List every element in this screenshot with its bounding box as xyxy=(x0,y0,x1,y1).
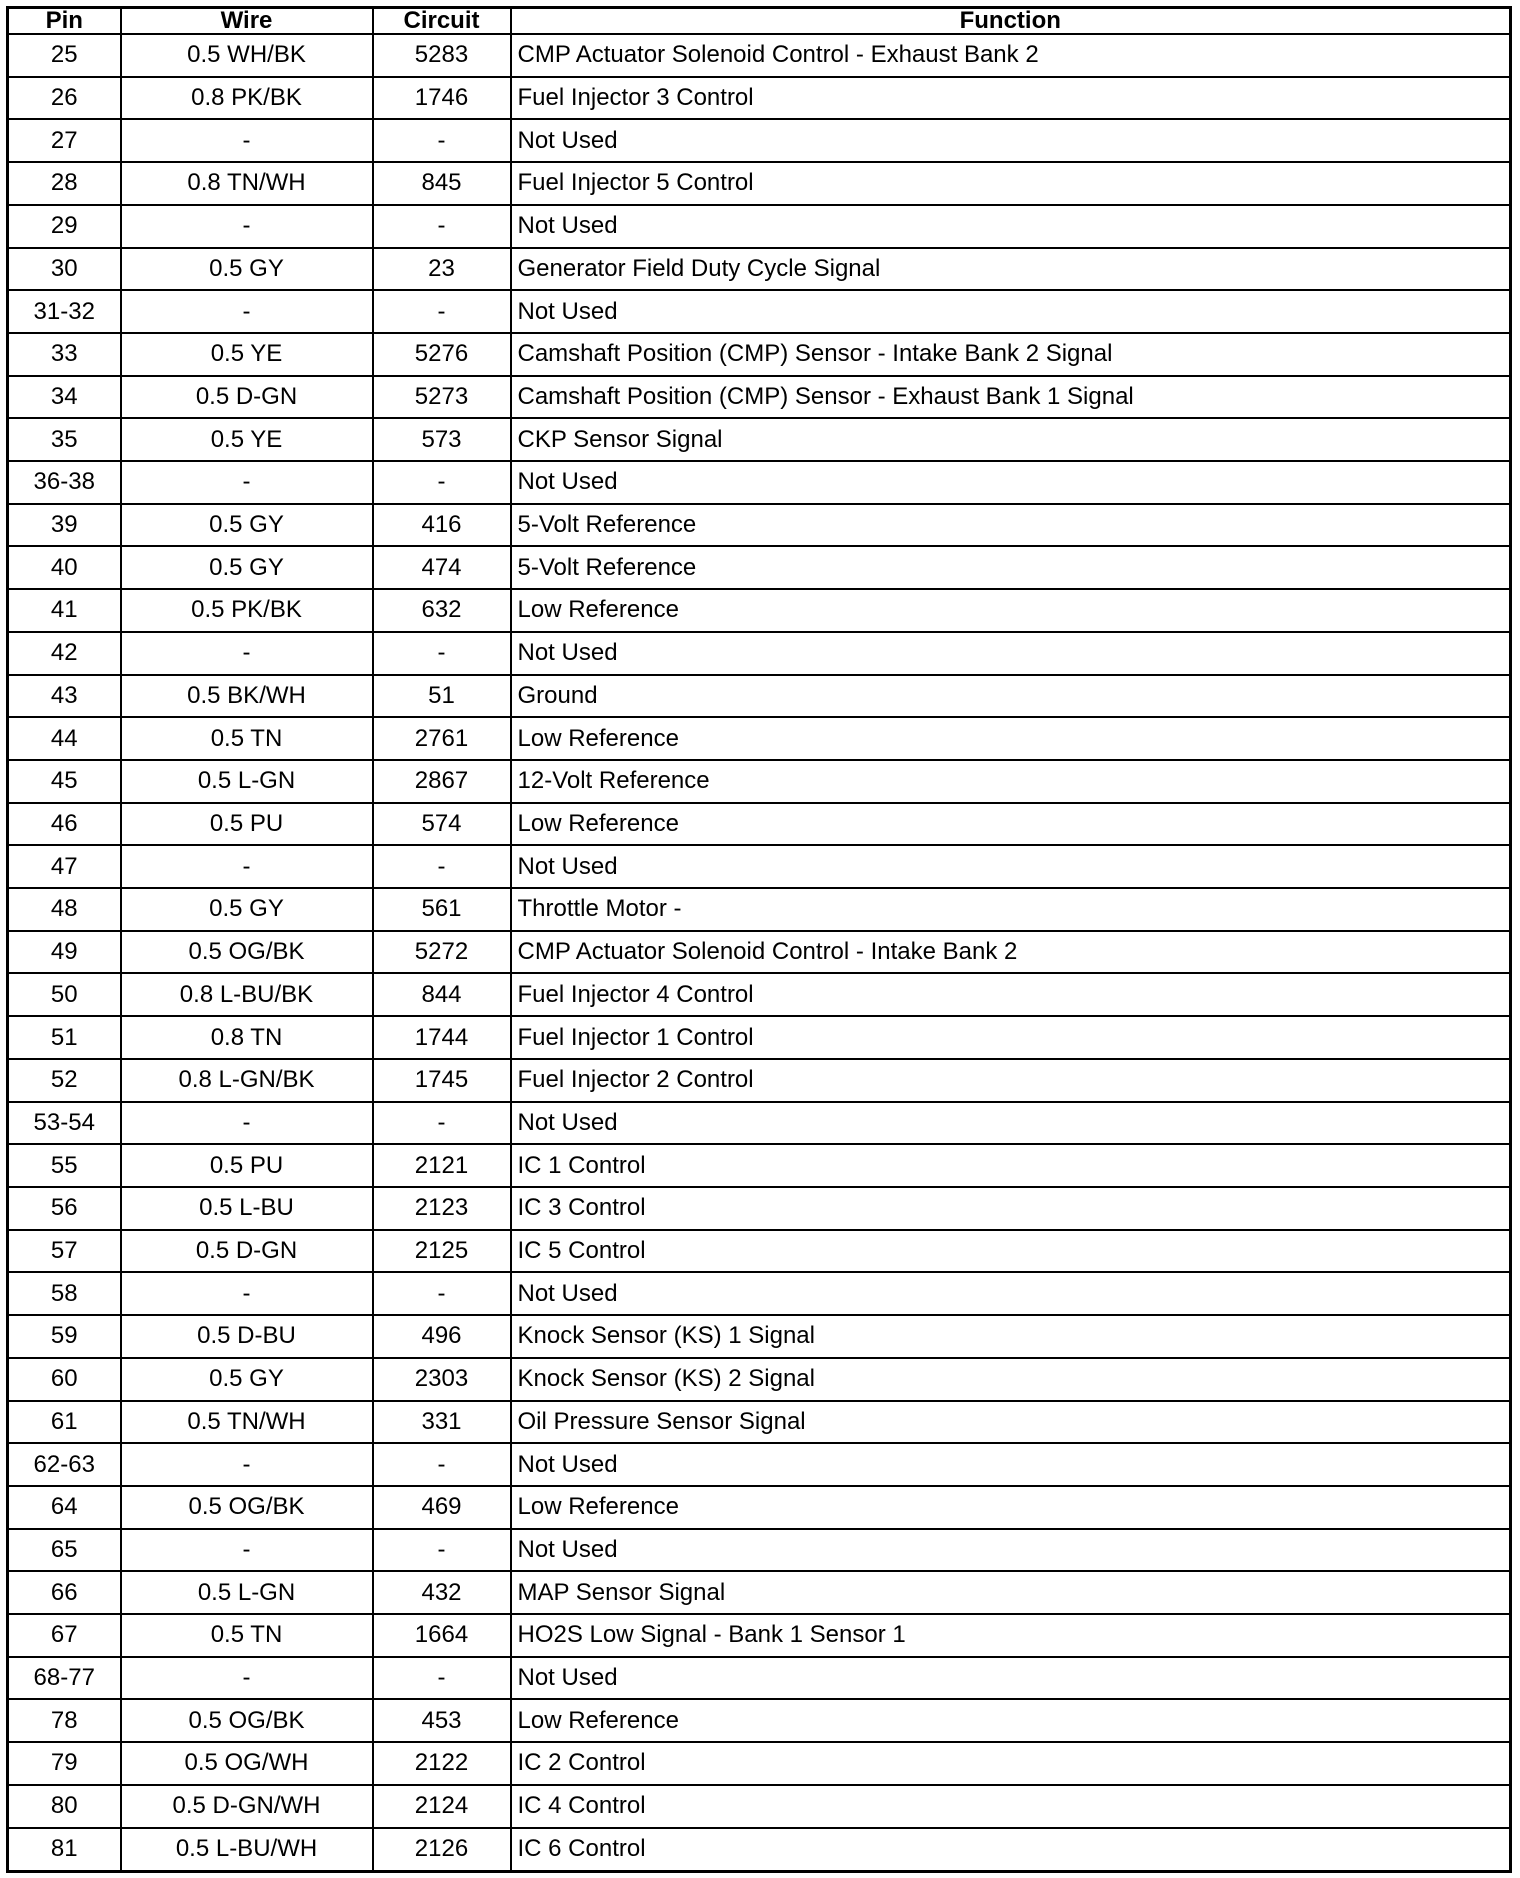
wire-cell: 0.5 D-GN/WH xyxy=(121,1785,373,1828)
table-row xyxy=(8,1315,1511,1358)
pinout-table xyxy=(6,6,1512,1873)
pin-cell: 29 xyxy=(8,205,121,248)
table-row xyxy=(8,760,1511,803)
table-row xyxy=(8,1230,1511,1273)
function-cell: Knock Sensor (KS) 1 Signal xyxy=(511,1315,1511,1358)
pin-cell: 47 xyxy=(8,845,121,888)
pin-cell: 39 xyxy=(8,504,121,547)
circuit-cell: 2126 xyxy=(373,1828,511,1872)
pin-cell: 66 xyxy=(8,1571,121,1614)
circuit-cell: 1664 xyxy=(373,1614,511,1657)
circuit-cell: 5283 xyxy=(373,34,511,77)
function-cell: Low Reference xyxy=(511,803,1511,846)
function-cell: Fuel Injector 4 Control xyxy=(511,973,1511,1016)
wire-cell: 0.5 YE xyxy=(121,333,373,376)
pin-cell: 52 xyxy=(8,1059,121,1102)
pin-cell: 68-77 xyxy=(8,1657,121,1700)
wire-cell: 0.5 PU xyxy=(121,1144,373,1187)
table-row xyxy=(8,1828,1511,1872)
wire-cell: - xyxy=(121,632,373,675)
table-row xyxy=(8,888,1511,931)
wire-cell: 0.5 GY xyxy=(121,546,373,589)
pin-cell: 61 xyxy=(8,1401,121,1444)
pin-cell: 40 xyxy=(8,546,121,589)
table-row xyxy=(8,290,1511,333)
circuit-cell: 573 xyxy=(373,418,511,461)
circuit-cell: 1744 xyxy=(373,1016,511,1059)
function-cell: IC 1 Control xyxy=(511,1144,1511,1187)
function-cell: Oil Pressure Sensor Signal xyxy=(511,1401,1511,1444)
pin-cell: 53-54 xyxy=(8,1102,121,1145)
header-wire: Wire xyxy=(121,8,373,35)
wire-cell: 0.5 PU xyxy=(121,803,373,846)
pin-cell: 36-38 xyxy=(8,461,121,504)
table-row xyxy=(8,717,1511,760)
function-cell: Generator Field Duty Cycle Signal xyxy=(511,248,1511,291)
function-cell: Not Used xyxy=(511,1272,1511,1315)
table-row xyxy=(8,461,1511,504)
circuit-cell: - xyxy=(373,461,511,504)
pin-cell: 80 xyxy=(8,1785,121,1828)
pin-cell: 25 xyxy=(8,34,121,77)
function-cell: IC 6 Control xyxy=(511,1828,1511,1872)
circuit-cell: 2125 xyxy=(373,1230,511,1273)
circuit-cell: 2303 xyxy=(373,1358,511,1401)
function-cell: Fuel Injector 3 Control xyxy=(511,77,1511,120)
table-row xyxy=(8,1144,1511,1187)
pin-cell: 31-32 xyxy=(8,290,121,333)
pin-cell: 48 xyxy=(8,888,121,931)
wire-cell: 0.5 GY xyxy=(121,888,373,931)
function-cell: IC 2 Control xyxy=(511,1742,1511,1785)
pin-cell: 35 xyxy=(8,418,121,461)
table-row xyxy=(8,1102,1511,1145)
function-cell: 5-Volt Reference xyxy=(511,546,1511,589)
circuit-cell: 561 xyxy=(373,888,511,931)
circuit-cell: 51 xyxy=(373,675,511,718)
wire-cell: 0.5 L-BU xyxy=(121,1187,373,1230)
pin-cell: 34 xyxy=(8,376,121,419)
function-cell: 12-Volt Reference xyxy=(511,760,1511,803)
function-cell: Fuel Injector 2 Control xyxy=(511,1059,1511,1102)
pin-cell: 55 xyxy=(8,1144,121,1187)
wire-cell: 0.8 PK/BK xyxy=(121,77,373,120)
pin-cell: 42 xyxy=(8,632,121,675)
pin-cell: 60 xyxy=(8,1358,121,1401)
pin-cell: 46 xyxy=(8,803,121,846)
function-cell: MAP Sensor Signal xyxy=(511,1571,1511,1614)
wire-cell: 0.5 WH/BK xyxy=(121,34,373,77)
function-cell: Low Reference xyxy=(511,1699,1511,1742)
table-row xyxy=(8,1699,1511,1742)
wire-cell: - xyxy=(121,205,373,248)
wire-cell: 0.8 TN xyxy=(121,1016,373,1059)
pin-cell: 64 xyxy=(8,1486,121,1529)
circuit-cell: 5273 xyxy=(373,376,511,419)
circuit-cell: 453 xyxy=(373,1699,511,1742)
pin-cell: 49 xyxy=(8,931,121,974)
circuit-cell: 2122 xyxy=(373,1742,511,1785)
pin-cell: 56 xyxy=(8,1187,121,1230)
table-row xyxy=(8,546,1511,589)
pin-cell: 78 xyxy=(8,1699,121,1742)
table-row xyxy=(8,248,1511,291)
table-row xyxy=(8,1785,1511,1828)
function-cell: Not Used xyxy=(511,1443,1511,1486)
circuit-cell: - xyxy=(373,1272,511,1315)
wire-cell: 0.8 L-GN/BK xyxy=(121,1059,373,1102)
table-row xyxy=(8,931,1511,974)
circuit-cell: 2121 xyxy=(373,1144,511,1187)
circuit-cell: 432 xyxy=(373,1571,511,1614)
circuit-cell: 2761 xyxy=(373,717,511,760)
pin-cell: 50 xyxy=(8,973,121,1016)
wire-cell: 0.5 OG/WH xyxy=(121,1742,373,1785)
circuit-cell: - xyxy=(373,1102,511,1145)
circuit-cell: - xyxy=(373,119,511,162)
function-cell: Fuel Injector 1 Control xyxy=(511,1016,1511,1059)
wire-cell: 0.5 TN xyxy=(121,1614,373,1657)
table-header xyxy=(8,8,1511,35)
wire-cell: 0.5 TN xyxy=(121,717,373,760)
pin-cell: 41 xyxy=(8,589,121,632)
circuit-cell: - xyxy=(373,1657,511,1700)
table-row xyxy=(8,1059,1511,1102)
wire-cell: 0.5 OG/BK xyxy=(121,1699,373,1742)
table-row xyxy=(8,1187,1511,1230)
wire-cell: 0.5 OG/BK xyxy=(121,1486,373,1529)
pin-cell: 81 xyxy=(8,1828,121,1872)
table-row xyxy=(8,675,1511,718)
table-body xyxy=(8,34,1511,1872)
table-row xyxy=(8,376,1511,419)
circuit-cell: 1745 xyxy=(373,1059,511,1102)
function-cell: IC 5 Control xyxy=(511,1230,1511,1273)
table-row xyxy=(8,1272,1511,1315)
table-row xyxy=(8,418,1511,461)
table-row xyxy=(8,77,1511,120)
pin-cell: 33 xyxy=(8,333,121,376)
function-cell: Not Used xyxy=(511,461,1511,504)
wire-cell: 0.5 GY xyxy=(121,504,373,547)
header-function: Function xyxy=(511,8,1511,35)
function-cell: CMP Actuator Solenoid Control - Exhaust Bank 2 xyxy=(511,34,1511,77)
table-row xyxy=(8,1358,1511,1401)
table-row xyxy=(8,1742,1511,1785)
table-row xyxy=(8,333,1511,376)
function-cell: 5-Volt Reference xyxy=(511,504,1511,547)
wire-cell: 0.8 L-BU/BK xyxy=(121,973,373,1016)
wire-cell: 0.5 L-GN xyxy=(121,760,373,803)
circuit-cell: 2124 xyxy=(373,1785,511,1828)
table-row xyxy=(8,1529,1511,1572)
wire-cell: 0.8 TN/WH xyxy=(121,162,373,205)
pin-cell: 58 xyxy=(8,1272,121,1315)
wire-cell: 0.5 YE xyxy=(121,418,373,461)
table-row xyxy=(8,205,1511,248)
wire-cell: 0.5 L-GN xyxy=(121,1571,373,1614)
function-cell: Not Used xyxy=(511,845,1511,888)
wire-cell: 0.5 GY xyxy=(121,1358,373,1401)
circuit-cell: 331 xyxy=(373,1401,511,1444)
function-cell: Fuel Injector 5 Control xyxy=(511,162,1511,205)
circuit-cell: - xyxy=(373,845,511,888)
wire-cell: 0.5 L-BU/WH xyxy=(121,1828,373,1872)
pin-cell: 79 xyxy=(8,1742,121,1785)
circuit-cell: 2123 xyxy=(373,1187,511,1230)
function-cell: Not Used xyxy=(511,205,1511,248)
function-cell: CKP Sensor Signal xyxy=(511,418,1511,461)
table-row xyxy=(8,504,1511,547)
pin-cell: 45 xyxy=(8,760,121,803)
circuit-cell: - xyxy=(373,290,511,333)
table-row xyxy=(8,1401,1511,1444)
wire-cell: - xyxy=(121,1102,373,1145)
pin-cell: 43 xyxy=(8,675,121,718)
function-cell: Knock Sensor (KS) 2 Signal xyxy=(511,1358,1511,1401)
function-cell: Not Used xyxy=(511,1102,1511,1145)
circuit-cell: 2867 xyxy=(373,760,511,803)
wire-cell: - xyxy=(121,119,373,162)
table-row xyxy=(8,845,1511,888)
table-row xyxy=(8,589,1511,632)
circuit-cell: 845 xyxy=(373,162,511,205)
circuit-cell: 844 xyxy=(373,973,511,1016)
function-cell: Not Used xyxy=(511,1657,1511,1700)
wire-cell: - xyxy=(121,1529,373,1572)
pin-cell: 51 xyxy=(8,1016,121,1059)
pin-cell: 44 xyxy=(8,717,121,760)
table-row xyxy=(8,119,1511,162)
wire-cell: - xyxy=(121,461,373,504)
function-cell: Throttle Motor - xyxy=(511,888,1511,931)
wire-cell: 0.5 D-GN xyxy=(121,376,373,419)
pin-cell: 26 xyxy=(8,77,121,120)
circuit-cell: 474 xyxy=(373,546,511,589)
circuit-cell: - xyxy=(373,1443,511,1486)
wire-cell: 0.5 TN/WH xyxy=(121,1401,373,1444)
circuit-cell: 469 xyxy=(373,1486,511,1529)
function-cell: CMP Actuator Solenoid Control - Intake Bank 2 xyxy=(511,931,1511,974)
pin-cell: 28 xyxy=(8,162,121,205)
circuit-cell: 5272 xyxy=(373,931,511,974)
circuit-cell: 1746 xyxy=(373,77,511,120)
wire-cell: - xyxy=(121,1657,373,1700)
function-cell: Low Reference xyxy=(511,717,1511,760)
wire-cell: 0.5 D-GN xyxy=(121,1230,373,1273)
circuit-cell: 5276 xyxy=(373,333,511,376)
function-cell: Camshaft Position (CMP) Sensor - Intake Bank 2 Signal xyxy=(511,333,1511,376)
table-row xyxy=(8,34,1511,77)
table-row xyxy=(8,1657,1511,1700)
function-cell: Low Reference xyxy=(511,1486,1511,1529)
wire-cell: 0.5 OG/BK xyxy=(121,931,373,974)
pin-cell: 30 xyxy=(8,248,121,291)
table-row xyxy=(8,803,1511,846)
table-row xyxy=(8,162,1511,205)
header-circuit: Circuit xyxy=(373,8,511,35)
table-row xyxy=(8,1486,1511,1529)
table-row xyxy=(8,1571,1511,1614)
circuit-cell: 496 xyxy=(373,1315,511,1358)
function-cell: HO2S Low Signal - Bank 1 Sensor 1 xyxy=(511,1614,1511,1657)
wire-cell: - xyxy=(121,1443,373,1486)
wire-cell: 0.5 BK/WH xyxy=(121,675,373,718)
table-row xyxy=(8,973,1511,1016)
circuit-cell: 574 xyxy=(373,803,511,846)
pin-cell: 67 xyxy=(8,1614,121,1657)
table-row xyxy=(8,632,1511,675)
pin-cell: 57 xyxy=(8,1230,121,1273)
pin-cell: 59 xyxy=(8,1315,121,1358)
circuit-cell: - xyxy=(373,205,511,248)
wire-cell: 0.5 PK/BK xyxy=(121,589,373,632)
circuit-cell: - xyxy=(373,1529,511,1572)
function-cell: Camshaft Position (CMP) Sensor - Exhaust Bank 1 Signal xyxy=(511,376,1511,419)
pin-cell: 65 xyxy=(8,1529,121,1572)
function-cell: Not Used xyxy=(511,290,1511,333)
function-cell: Low Reference xyxy=(511,589,1511,632)
wire-cell: 0.5 GY xyxy=(121,248,373,291)
header-pin: Pin xyxy=(8,8,121,35)
wire-cell: 0.5 D-BU xyxy=(121,1315,373,1358)
circuit-cell: 416 xyxy=(373,504,511,547)
wire-cell: - xyxy=(121,1272,373,1315)
circuit-cell: 23 xyxy=(373,248,511,291)
wire-cell: - xyxy=(121,290,373,333)
circuit-cell: - xyxy=(373,632,511,675)
function-cell: Not Used xyxy=(511,1529,1511,1572)
pin-cell: 27 xyxy=(8,119,121,162)
table-row xyxy=(8,1016,1511,1059)
header-row xyxy=(8,8,1511,35)
function-cell: IC 4 Control xyxy=(511,1785,1511,1828)
circuit-cell: 632 xyxy=(373,589,511,632)
function-cell: Ground xyxy=(511,675,1511,718)
table-row xyxy=(8,1614,1511,1657)
wire-cell: - xyxy=(121,845,373,888)
table-row xyxy=(8,1443,1511,1486)
function-cell: Not Used xyxy=(511,119,1511,162)
function-cell: IC 3 Control xyxy=(511,1187,1511,1230)
pin-cell: 62-63 xyxy=(8,1443,121,1486)
function-cell: Not Used xyxy=(511,632,1511,675)
